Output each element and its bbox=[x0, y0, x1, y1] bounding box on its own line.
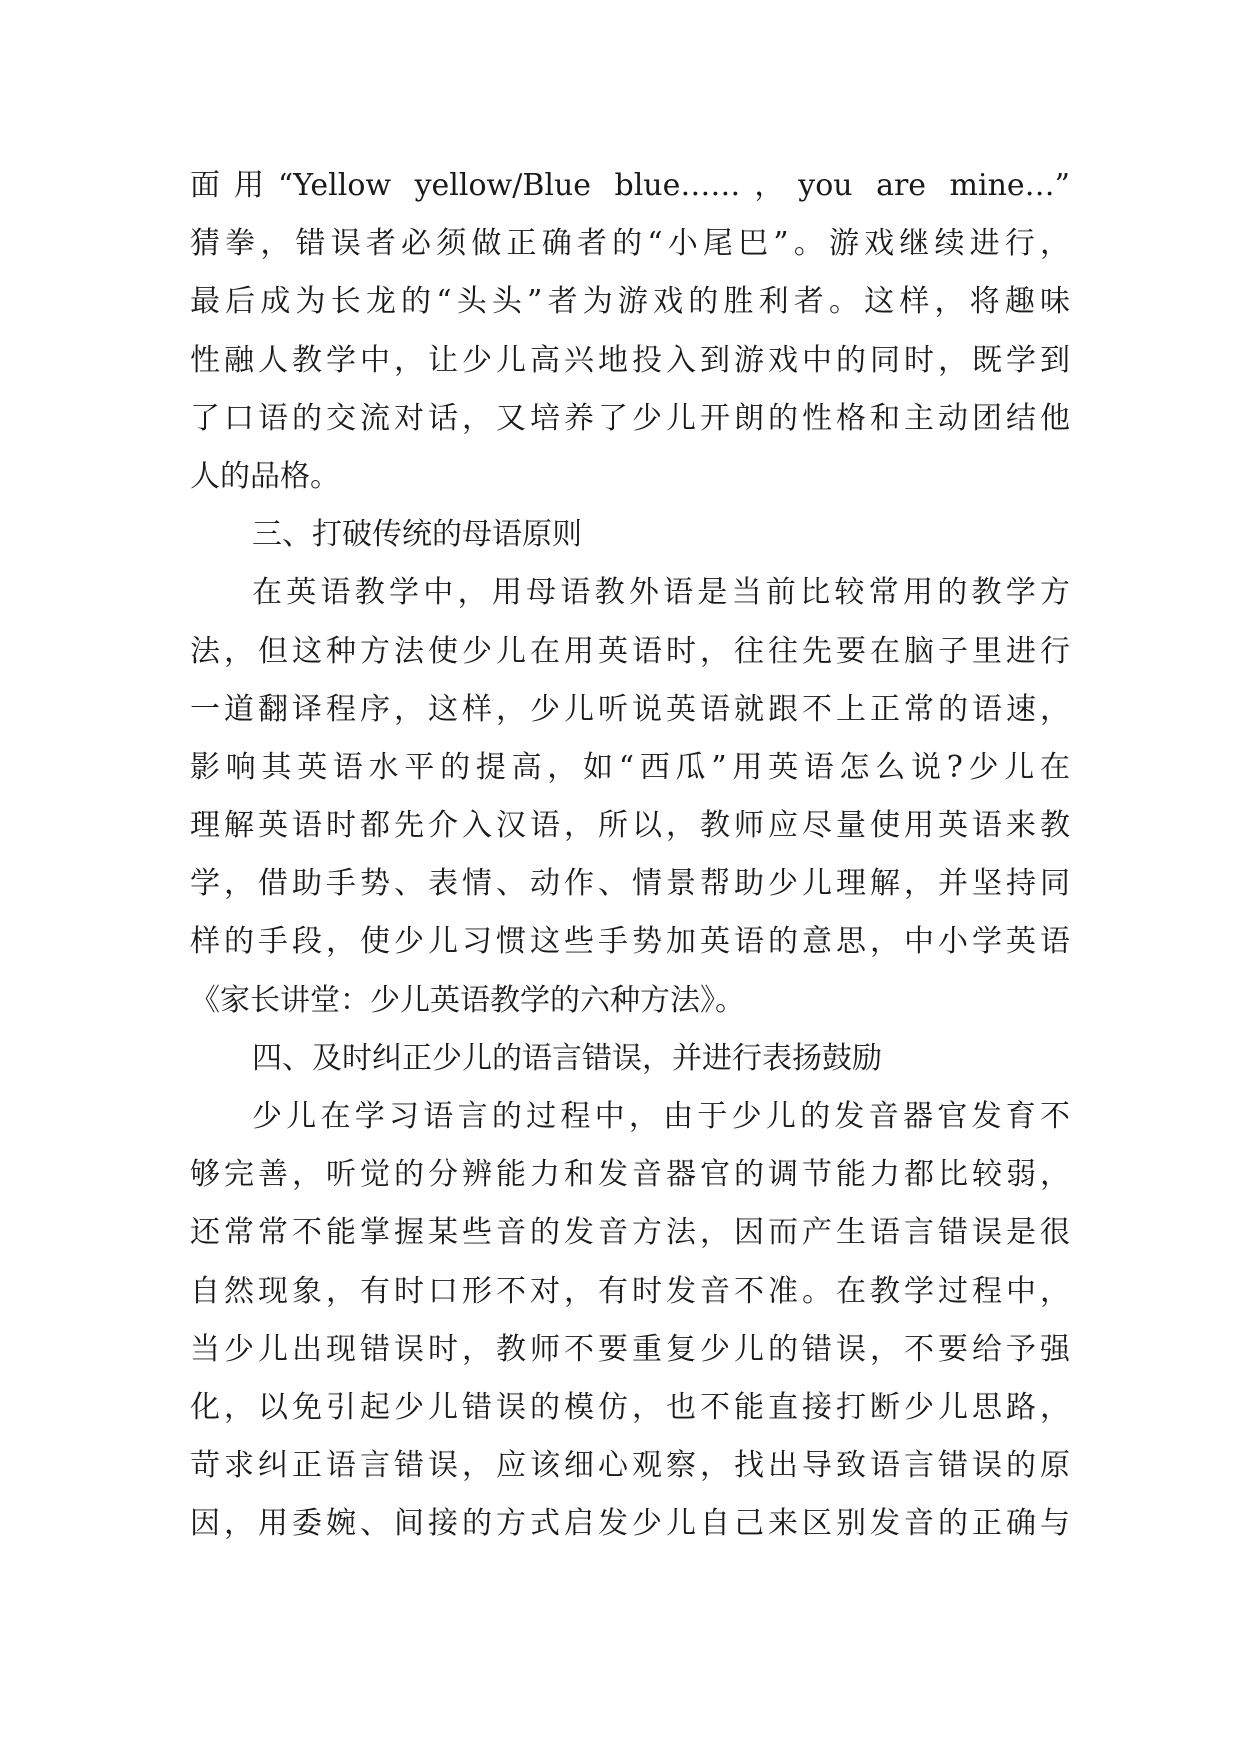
body-line: 苛求纠正语言错误，应该细心观察，找出导致语言错误的原 bbox=[190, 1448, 1070, 1484]
section-heading: 四、及时纠正少儿的语言错误，并进行表扬鼓励 bbox=[252, 1040, 882, 1076]
body-line: 当少儿出现错误时，教师不要重复少儿的错误，不要给予强 bbox=[190, 1331, 1070, 1367]
body-line: 学，借助手势、表情、动作、情景帮助少儿理解，并坚持同 bbox=[190, 866, 1070, 902]
body-line: 样的手段，使少儿习惯这些手势加英语的意思，中小学英语 bbox=[190, 924, 1070, 960]
body-line: 一道翻译程序，这样，少儿听说英语就跟不上正常的语速， bbox=[190, 691, 1070, 727]
body-line: 在英语教学中，用母语教外语是当前比较常用的教学方 bbox=[252, 575, 1070, 611]
body-line: 够完善，听觉的分辨能力和发音器官的调节能力都比较弱， bbox=[190, 1157, 1070, 1193]
body-line: 自然现象，有时口形不对，有时发音不准。在教学过程中， bbox=[190, 1273, 1070, 1309]
body-line: 面用“Yellow yellow/Blue blue……，you are mine…” bbox=[190, 168, 1070, 203]
body-line: 少儿在学习语言的过程中，由于少儿的发音器官发育不 bbox=[252, 1099, 1070, 1134]
body-line: 人的品格。 bbox=[190, 458, 340, 494]
body-line: 了口语的交流对话，又培养了少儿开朗的性格和主动团结他 bbox=[190, 400, 1070, 436]
section-heading: 三、打破传统的母语原则 bbox=[252, 517, 582, 553]
body-line: 法，但这种方法使少儿在用英语时，往往先要在脑子里进行 bbox=[190, 633, 1070, 669]
body-line: 理解英语时都先介入汉语，所以，教师应尽量使用英语来教 bbox=[190, 808, 1070, 844]
body-line: 性融人教学中，让少儿高兴地投入到游戏中的同时，既学到 bbox=[190, 342, 1070, 378]
body-line: 《家长讲堂：少儿英语教学的六种方法》。 bbox=[190, 982, 745, 1018]
body-line: 化，以免引起少儿错误的模仿，也不能直接打断少儿思路， bbox=[190, 1389, 1070, 1425]
body-line: 还常常不能掌握某些音的发音方法，因而产生语言错误是很 bbox=[190, 1215, 1070, 1251]
body-line: 因，用委婉、间接的方式启发少儿自己来区别发音的正确与 bbox=[190, 1506, 1070, 1542]
body-line: 猜拳，错误者必须做正确者的“小尾巴”。游戏继续进行， bbox=[190, 226, 1070, 262]
document-body bbox=[190, 157, 1070, 1554]
body-line: 影响其英语水平的提高，如“西瓜”用英语怎么说?少儿在 bbox=[190, 749, 1070, 785]
body-line: 最后成为长龙的“头头”者为游戏的胜利者。这样，将趣味 bbox=[190, 284, 1070, 320]
